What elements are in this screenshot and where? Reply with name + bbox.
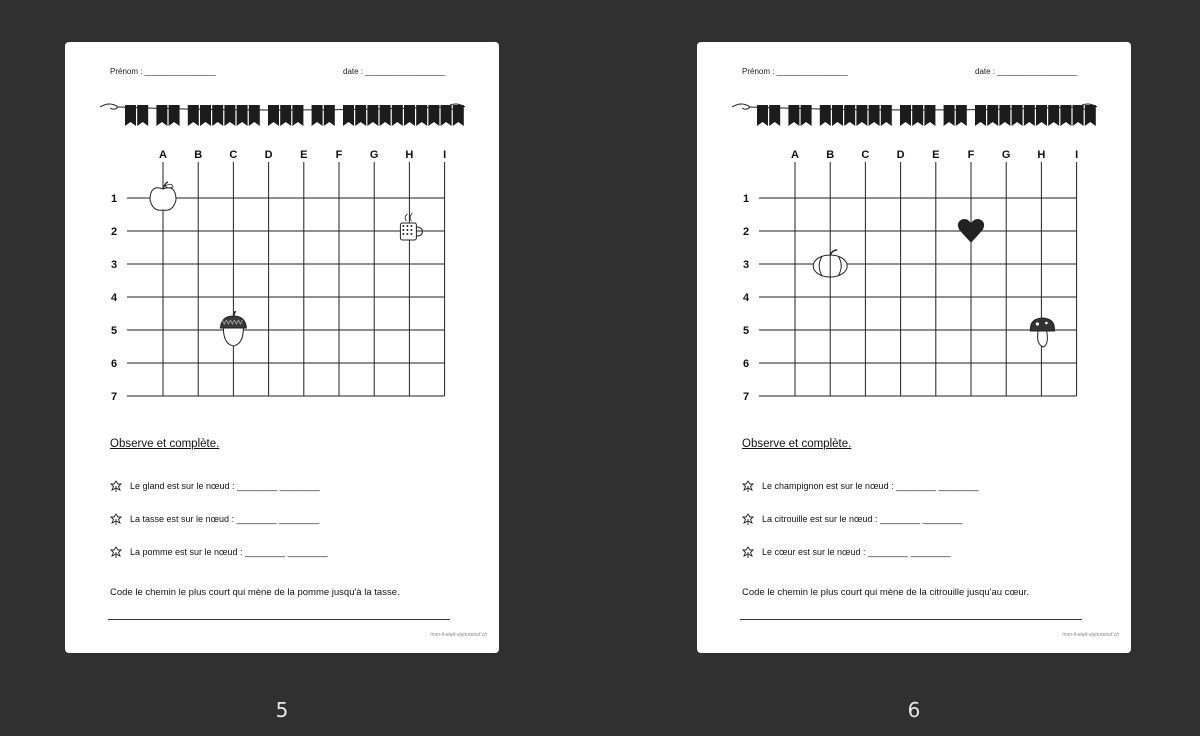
row-label: 2 (743, 226, 750, 238)
column-label: H (1037, 149, 1046, 161)
row-label: 1 (111, 193, 118, 205)
page-thumbnail-5[interactable] (65, 42, 499, 653)
banner-flag (801, 105, 812, 126)
banner-flag (769, 105, 780, 126)
banner-flag (820, 105, 831, 126)
title-banner (100, 99, 465, 129)
banner-flag (355, 105, 366, 126)
question-2 (742, 513, 963, 525)
banner-flag (441, 105, 452, 126)
column-label: H (405, 149, 414, 161)
row-label: 5 (743, 325, 750, 337)
column-label: I (443, 149, 447, 161)
row-label: 1 (743, 193, 750, 205)
column-label: A (159, 149, 167, 161)
banner-flag (987, 105, 998, 126)
column-label: D (896, 149, 905, 161)
banner-flag (1012, 105, 1023, 126)
column-label: G (369, 149, 379, 161)
row-label: 3 (743, 259, 750, 271)
prenom-label: Prénom : ________________ (742, 67, 848, 76)
banner-flag (844, 105, 855, 126)
column-label: B (194, 149, 203, 161)
question-text: La pomme est sur le nœud : ________ ________ (130, 547, 328, 557)
banner-flag (224, 105, 235, 126)
banner-flag (343, 105, 354, 126)
row-label: 6 (111, 358, 118, 370)
banner-flag (924, 105, 935, 126)
column-label: A (791, 149, 799, 161)
banner-flag (237, 105, 248, 126)
banner-flag (832, 105, 843, 126)
banner-flag (944, 105, 955, 126)
banner-flag (416, 105, 427, 126)
code-instruction: Code le chemin le plus court qui mène de la citrouille jusqu'au cœur. (742, 587, 1029, 598)
banner-flag (975, 105, 986, 126)
column-label: B (826, 149, 835, 161)
answer-line (108, 619, 450, 620)
date-label: date : __________________ (343, 67, 446, 76)
question-1 (110, 480, 320, 492)
banner-flag (1024, 105, 1035, 126)
question-text: Le champignon est sur le nœud : ________ ________ (762, 481, 979, 491)
banner-flag (788, 105, 799, 126)
banner-flag (1073, 105, 1084, 126)
date-label: date : __________________ (975, 67, 1078, 76)
row-label: 6 (743, 358, 750, 370)
row-label: 7 (743, 391, 750, 403)
banner-flag (156, 105, 167, 126)
banner-flag (268, 105, 279, 126)
banner-flag (324, 105, 335, 126)
row-label: 2 (111, 226, 118, 238)
column-label: G (1001, 149, 1011, 161)
banner-flag (292, 105, 303, 126)
question-text: Le cœur est sur le nœud : ________ ________ (762, 547, 951, 557)
banner-flag (1060, 105, 1071, 126)
banner-flag (200, 105, 211, 126)
banner-flag (125, 105, 136, 126)
instruction-heading: Observe et complète. (110, 438, 220, 450)
prenom-label: Prénom : ________________ (110, 67, 216, 76)
leaf-icon (110, 480, 122, 492)
acorn-icon (220, 311, 246, 346)
banner-flag (169, 105, 180, 126)
banner-flag (212, 105, 223, 126)
row-label: 3 (111, 259, 118, 271)
banner-flag (280, 105, 291, 126)
page-number-label[interactable]: 5 (275, 698, 289, 722)
banner-flag (869, 105, 880, 126)
banner-flag (392, 105, 403, 126)
banner-flag (312, 105, 323, 126)
banner-flag (188, 105, 199, 126)
banner-flag (956, 105, 967, 126)
column-label: F (335, 149, 343, 161)
column-label: E (300, 149, 308, 161)
banner-flag (999, 105, 1010, 126)
coordinate-grid (105, 146, 455, 406)
question-2 (110, 513, 319, 525)
leaf-icon (742, 480, 754, 492)
question-3 (742, 546, 951, 558)
mushroom-icon (1030, 318, 1054, 347)
banner-flag (137, 105, 148, 126)
banner-flag (367, 105, 378, 126)
column-label: C (229, 149, 238, 161)
code-instruction: Code le chemin le plus court qui mène de la pomme jusqu'à la tasse. (110, 587, 400, 598)
question-text: La tasse est sur le nœud : ________ ________ (130, 514, 320, 524)
pumpkin-icon (813, 250, 847, 277)
question-3 (110, 546, 328, 558)
answer-line (740, 619, 1082, 620)
instruction-heading: Observe et complète. (742, 438, 852, 450)
title-banner (732, 99, 1097, 129)
banner-flag (428, 105, 439, 126)
coordinate-grid (737, 146, 1087, 406)
banner-flag (380, 105, 391, 126)
leaf-icon (742, 546, 754, 558)
banner-flag (453, 105, 464, 126)
watermark: mon-il-etait-unjourenuf.ch (1062, 632, 1119, 638)
banner-flag (881, 105, 892, 126)
leaf-icon (110, 513, 122, 525)
row-label: 4 (111, 292, 118, 304)
banner-flag (900, 105, 911, 126)
column-label: F (967, 149, 975, 161)
row-label: 5 (111, 325, 118, 337)
leaf-icon (110, 546, 122, 558)
row-label: 4 (743, 292, 750, 304)
banner-flag (1085, 105, 1096, 126)
question-text: La citrouille est sur le nœud : ________ ________ (762, 514, 963, 524)
banner-flag (249, 105, 260, 126)
watermark: mon-il-etait-unjourenuf.ch (430, 632, 487, 638)
leaf-icon (742, 513, 754, 525)
question-1 (742, 480, 979, 492)
row-label: 7 (111, 391, 118, 403)
column-label: C (861, 149, 870, 161)
banner-flag (1048, 105, 1059, 126)
column-label: D (264, 149, 273, 161)
banner-flag (404, 105, 415, 126)
column-label: I (1075, 149, 1079, 161)
banner-flag (1036, 105, 1047, 126)
page-thumbnail-6[interactable] (697, 42, 1131, 653)
banner-flag (912, 105, 923, 126)
question-text: Le gland est sur le nœud : ________ ________ (130, 481, 320, 491)
cup-icon (400, 213, 422, 240)
page-number-label[interactable]: 6 (907, 698, 921, 722)
column-label: E (932, 149, 940, 161)
banner-flag (757, 105, 768, 126)
banner-flag (856, 105, 867, 126)
